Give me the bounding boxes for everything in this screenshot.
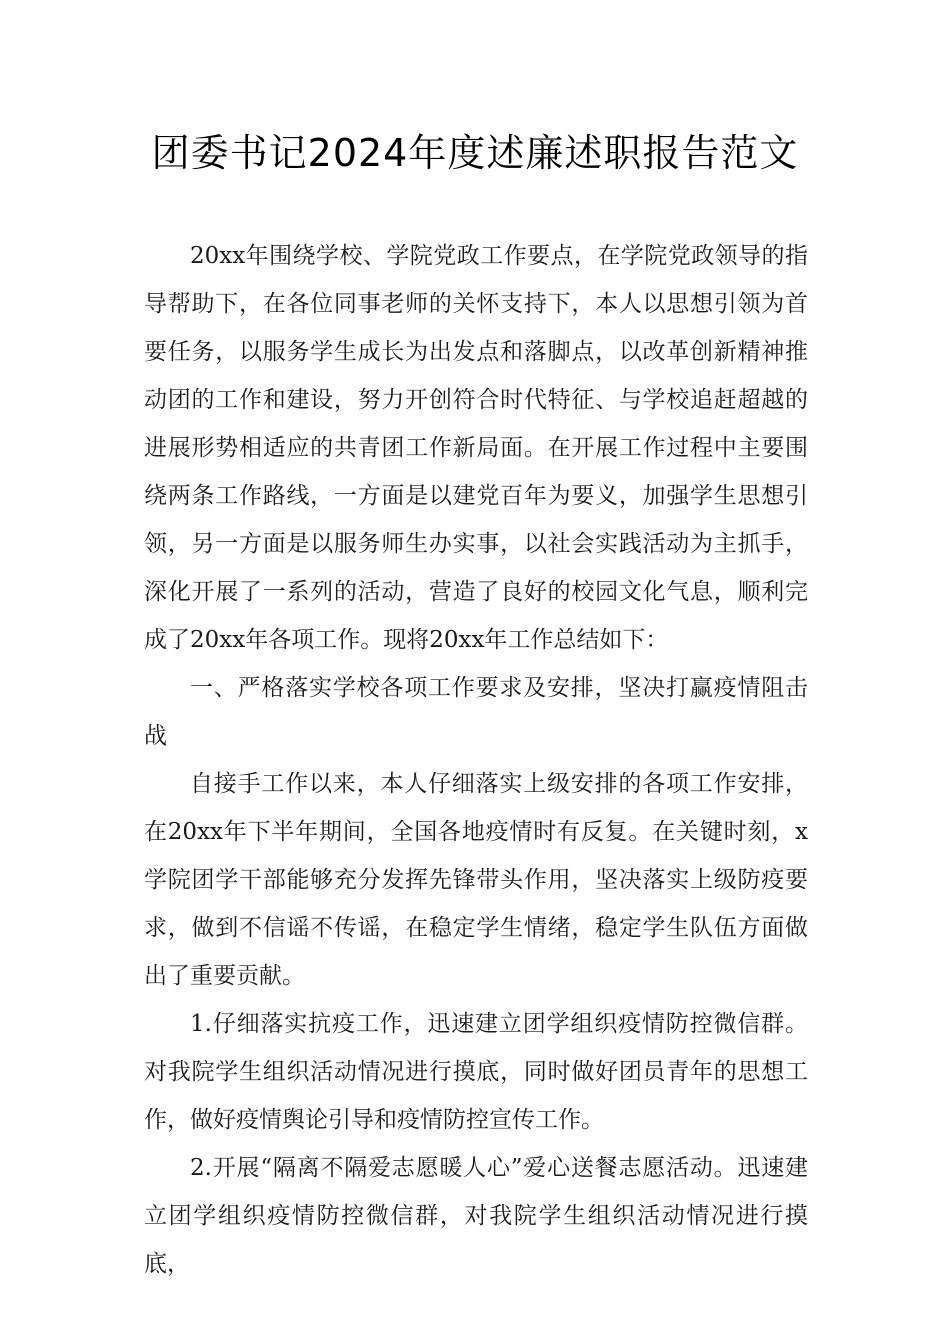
paragraph-section-heading: 一、严格落实学校各项工作要求及安排，坚决打赢疫情阻击战 — [144, 675, 808, 749]
document-body — [144, 232, 808, 1288]
paragraph-item-2: 2.开展“隔离不隔爱志愿暖人心”爱心送餐志愿活动。迅速建立团学组织疫情防控微信群，对我院学生组织活动情况进行摸底， — [144, 1155, 808, 1277]
paragraph-item-1: 1.仔细落实抗疫工作，迅速建立团学组织疫情防控微信群。对我院学生组织活动情况进行摸底，同时做好团员青年的思想工作，做好疫情舆论引导和疫情防控宣传工作。 — [144, 1011, 808, 1133]
paragraph-section-body: 自接手工作以来，本人仔细落实上级安排的各项工作安排，在20xx年下半年期间，全国各地疫情时有反复。在关键时刻，x学院团学干部能够充分发挥先锋带头作用，坚决落实上级防疫要求，做到不信谣不传谣，在稳定学生情绪，稳定学生队伍方面做出了重要贡献。 — [144, 771, 808, 989]
document-title: 团委书记2024年度述廉述职报告范文 — [151, 131, 799, 175]
paragraph-intro: 20xx年围绕学校、学院党政工作要点，在学院党政领导的指导帮助下，在各位同事老师的关怀支持下，本人以思想引领为首要任务，以服务学生成长为出发点和落脚点，以改革创新精神推动团的工作和建设，努力开创符合时代特征、与学校追赶超越的进展形势相适应的共青团工作新局面。在开展工作过程中主要围绕两条工作路线，一方面是以建党百年为要义，加强学生思想引领，另一方面是以服务师生办实事，以社会实践活动为主抓手，深化开展了一系列的活动，营造了良好的校园文化气息，顺利完成了20xx年各项工作。现将20xx年工作总结如下： — [144, 243, 808, 653]
